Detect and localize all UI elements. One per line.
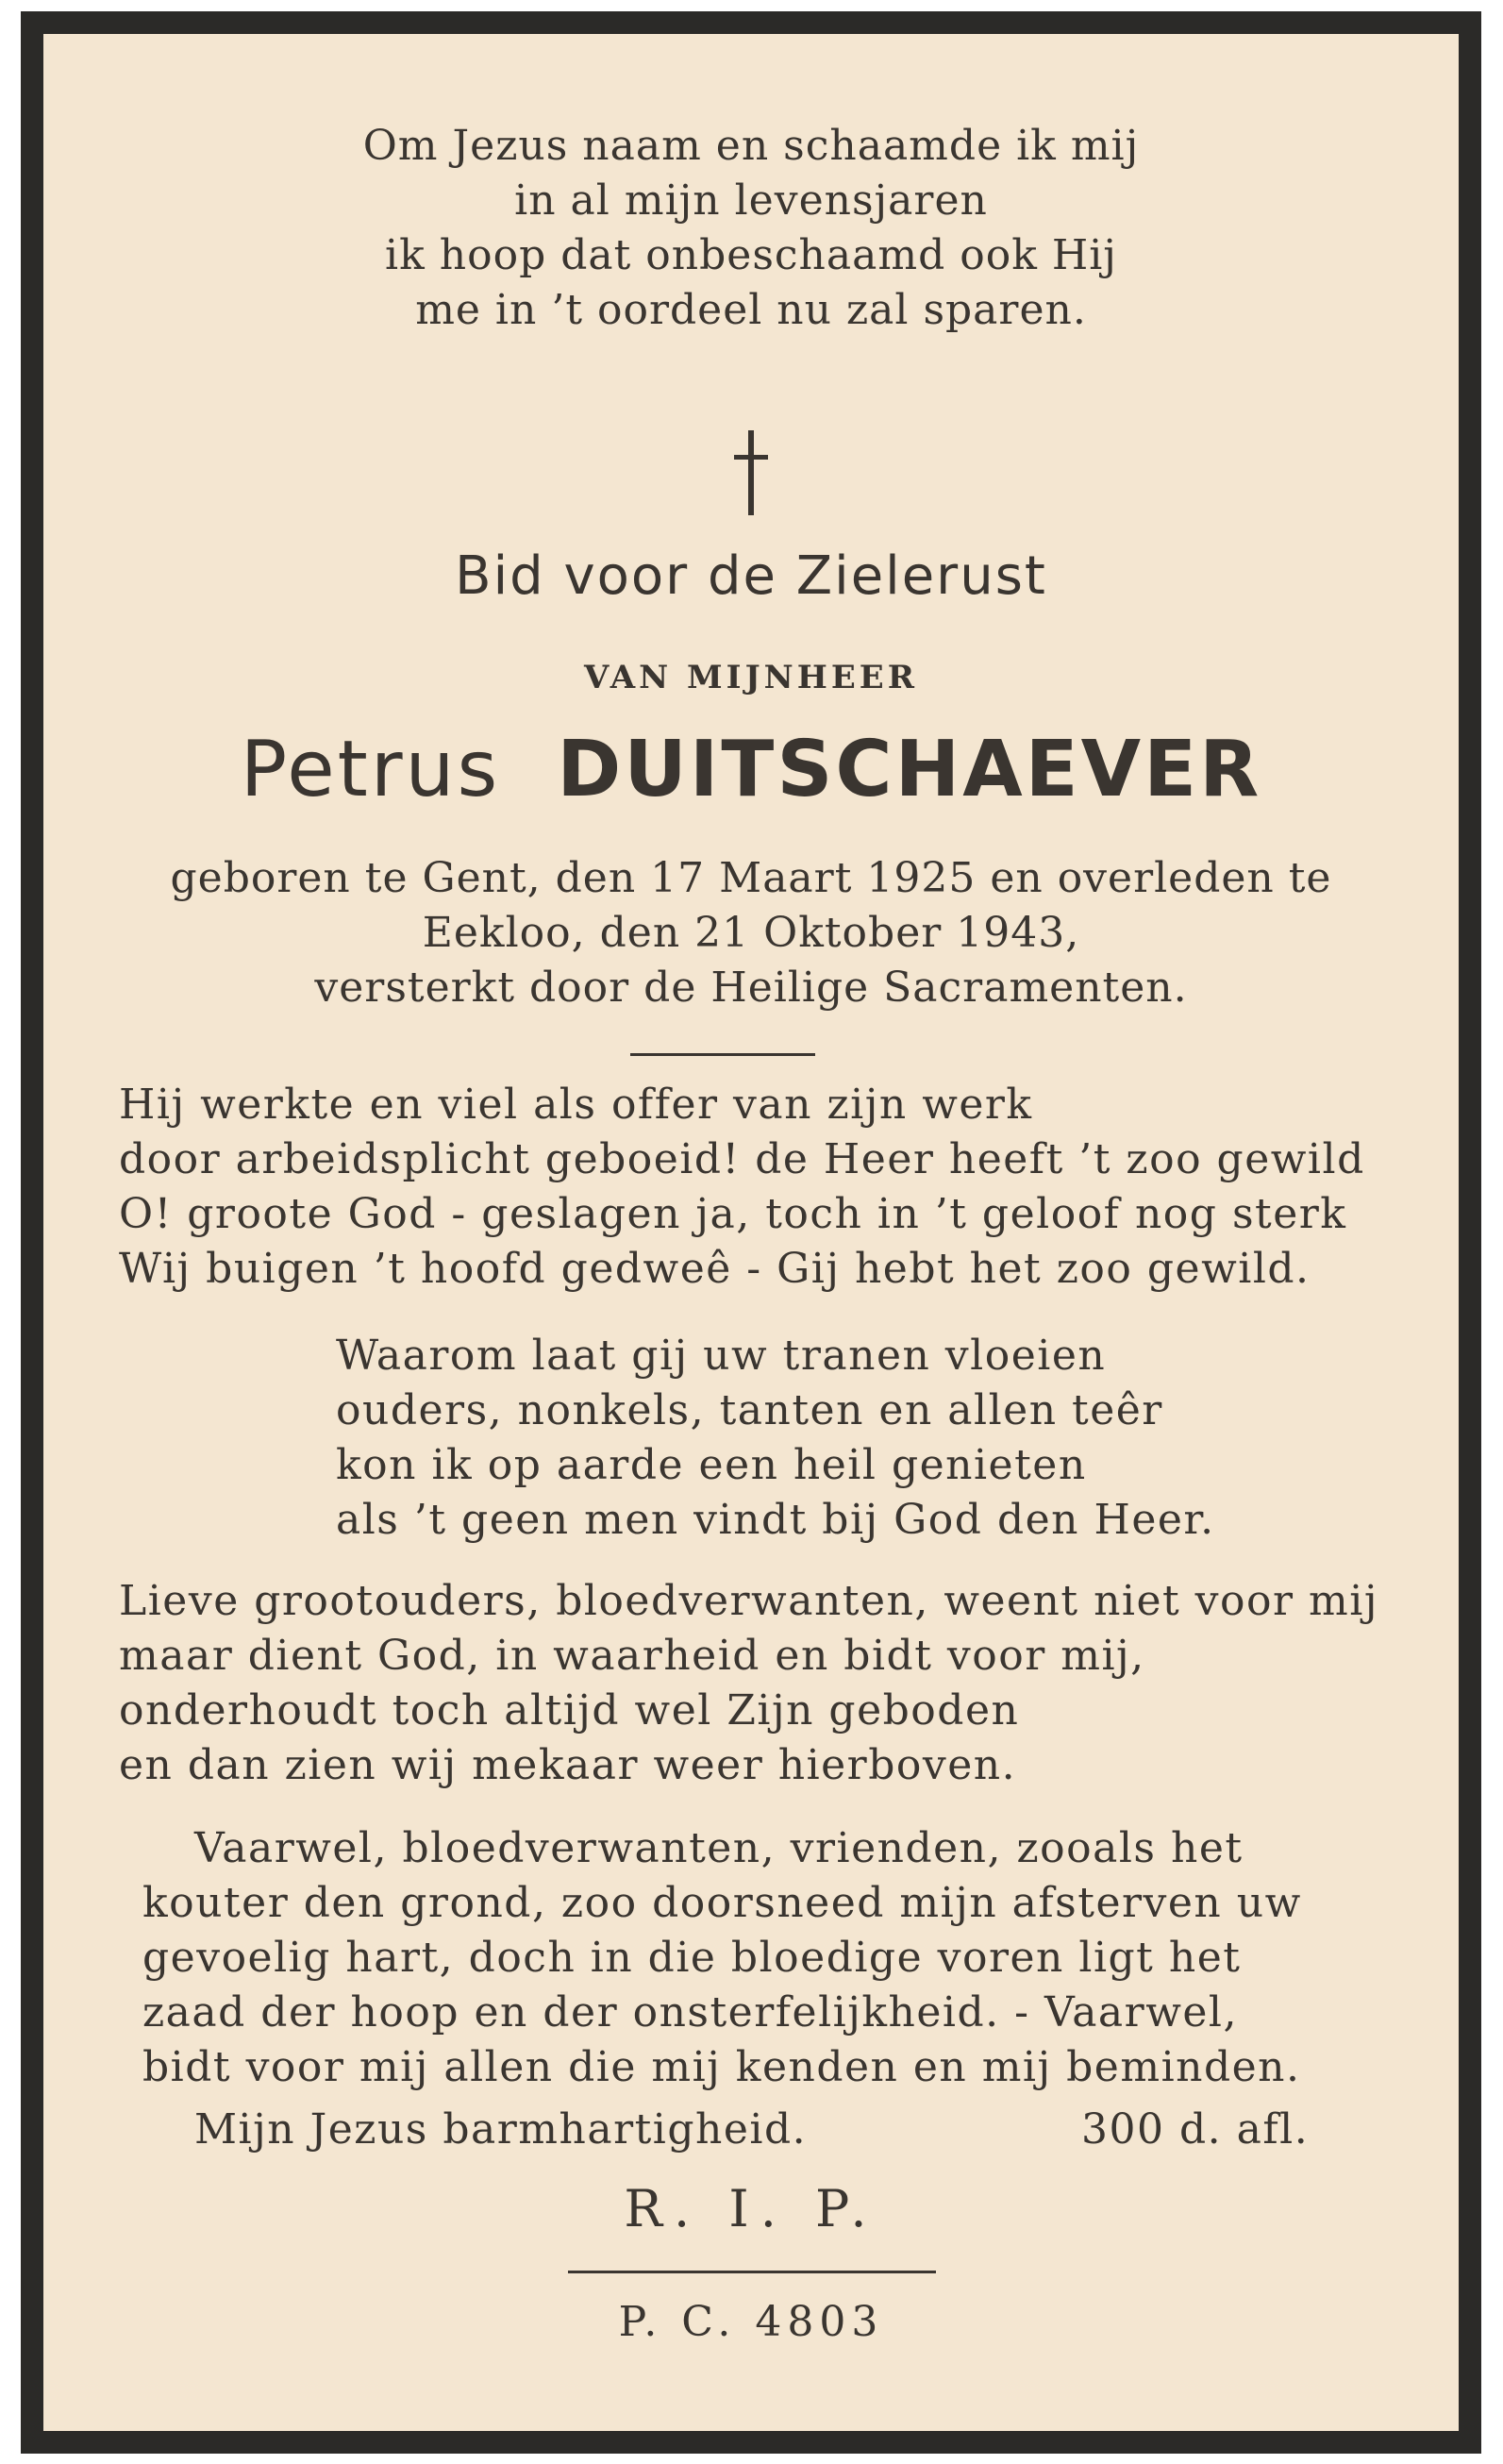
printer-code: P. C. 4803	[618, 2298, 884, 2346]
stanza-line: Lieve grootouders, bloedverwanten, weent niet voor mij	[119, 1577, 1378, 1625]
poem-line: ik hoop dat onbeschaamd ook Hij	[385, 231, 1117, 279]
stanza-line: maar dient God, in waarheid en bidt voor mij,	[119, 1632, 1145, 1680]
bio-line: Eekloo, den 21 Oktober 1943,	[422, 909, 1080, 957]
stanza-line: gevoelig hart, doch in die bloedige voren ligt het	[142, 1934, 1242, 1982]
stanza-line: Wij buigen ’t hoofd gedweê - Gij hebt het zoo gewild.	[119, 1245, 1311, 1293]
bio-line: versterkt door de Heilige Sacramenten.	[314, 964, 1188, 1012]
stanza-line: kon ik op aarde een heil genieten	[336, 1441, 1087, 1489]
divider	[568, 2271, 936, 2273]
heading: Bid voor de Zielerust	[455, 545, 1047, 607]
deceased-name	[43, 723, 1459, 817]
latin-cross-icon	[43, 430, 1459, 519]
prayer: Mijn Jezus barmhartigheid.	[194, 2105, 808, 2154]
poem-line: Om Jezus naam en schaamde ik mij	[362, 122, 1140, 170]
stanza-line: Waarom laat gij uw tranen vloeien	[336, 1332, 1107, 1380]
stanza-line: O! groote God - geslagen ja, toch in ’t geloof nog sterk	[119, 1190, 1347, 1238]
rip: R. I. P.	[624, 2179, 878, 2238]
title-prefix: VAN MIJNHEER	[584, 659, 918, 696]
first-name: Petrus	[240, 725, 501, 814]
stanza-line: Hij werkte en viel als offer van zijn werk	[119, 1081, 1033, 1129]
stanza-line: ouders, nonkels, tanten en allen teêr	[336, 1386, 1163, 1434]
poem-line: me in ’t oordeel nu zal sparen.	[415, 286, 1087, 334]
divider	[630, 1053, 815, 1056]
stanza-line: als ’t geen men vindt bij God den Heer.	[336, 1496, 1215, 1544]
stanza-line: kouter den grond, zoo doorsneed mijn afsterven uw	[142, 1879, 1302, 1927]
stanza-line: bidt voor mij allen die mij kenden en mij beminden.	[142, 2043, 1301, 2091]
stanza-line: door arbeidsplicht geboeid! de Heer heeft ’t zoo gewild	[119, 1135, 1365, 1183]
stanza-line: onderhoudt toch altijd wel Zijn geboden	[119, 1686, 1020, 1735]
indulgence: 300 d. afl.	[1081, 2105, 1310, 2154]
surname: DUITSCHAEVER	[557, 725, 1262, 814]
stanza-line: en dan zien wij mekaar weer hierboven.	[119, 1741, 1017, 1789]
memorial-card	[21, 11, 1481, 2454]
stanza-line: Vaarwel, bloedverwanten, vrienden, zooals het	[194, 1824, 1244, 1872]
stanza-line: zaad der hoop en der onsterfelijkheid. - Vaarwel,	[142, 1988, 1238, 2037]
bio-line: geboren te Gent, den 17 Maart 1925 en overleden te	[170, 854, 1332, 902]
poem-line: in al mijn levensjaren	[514, 176, 988, 225]
